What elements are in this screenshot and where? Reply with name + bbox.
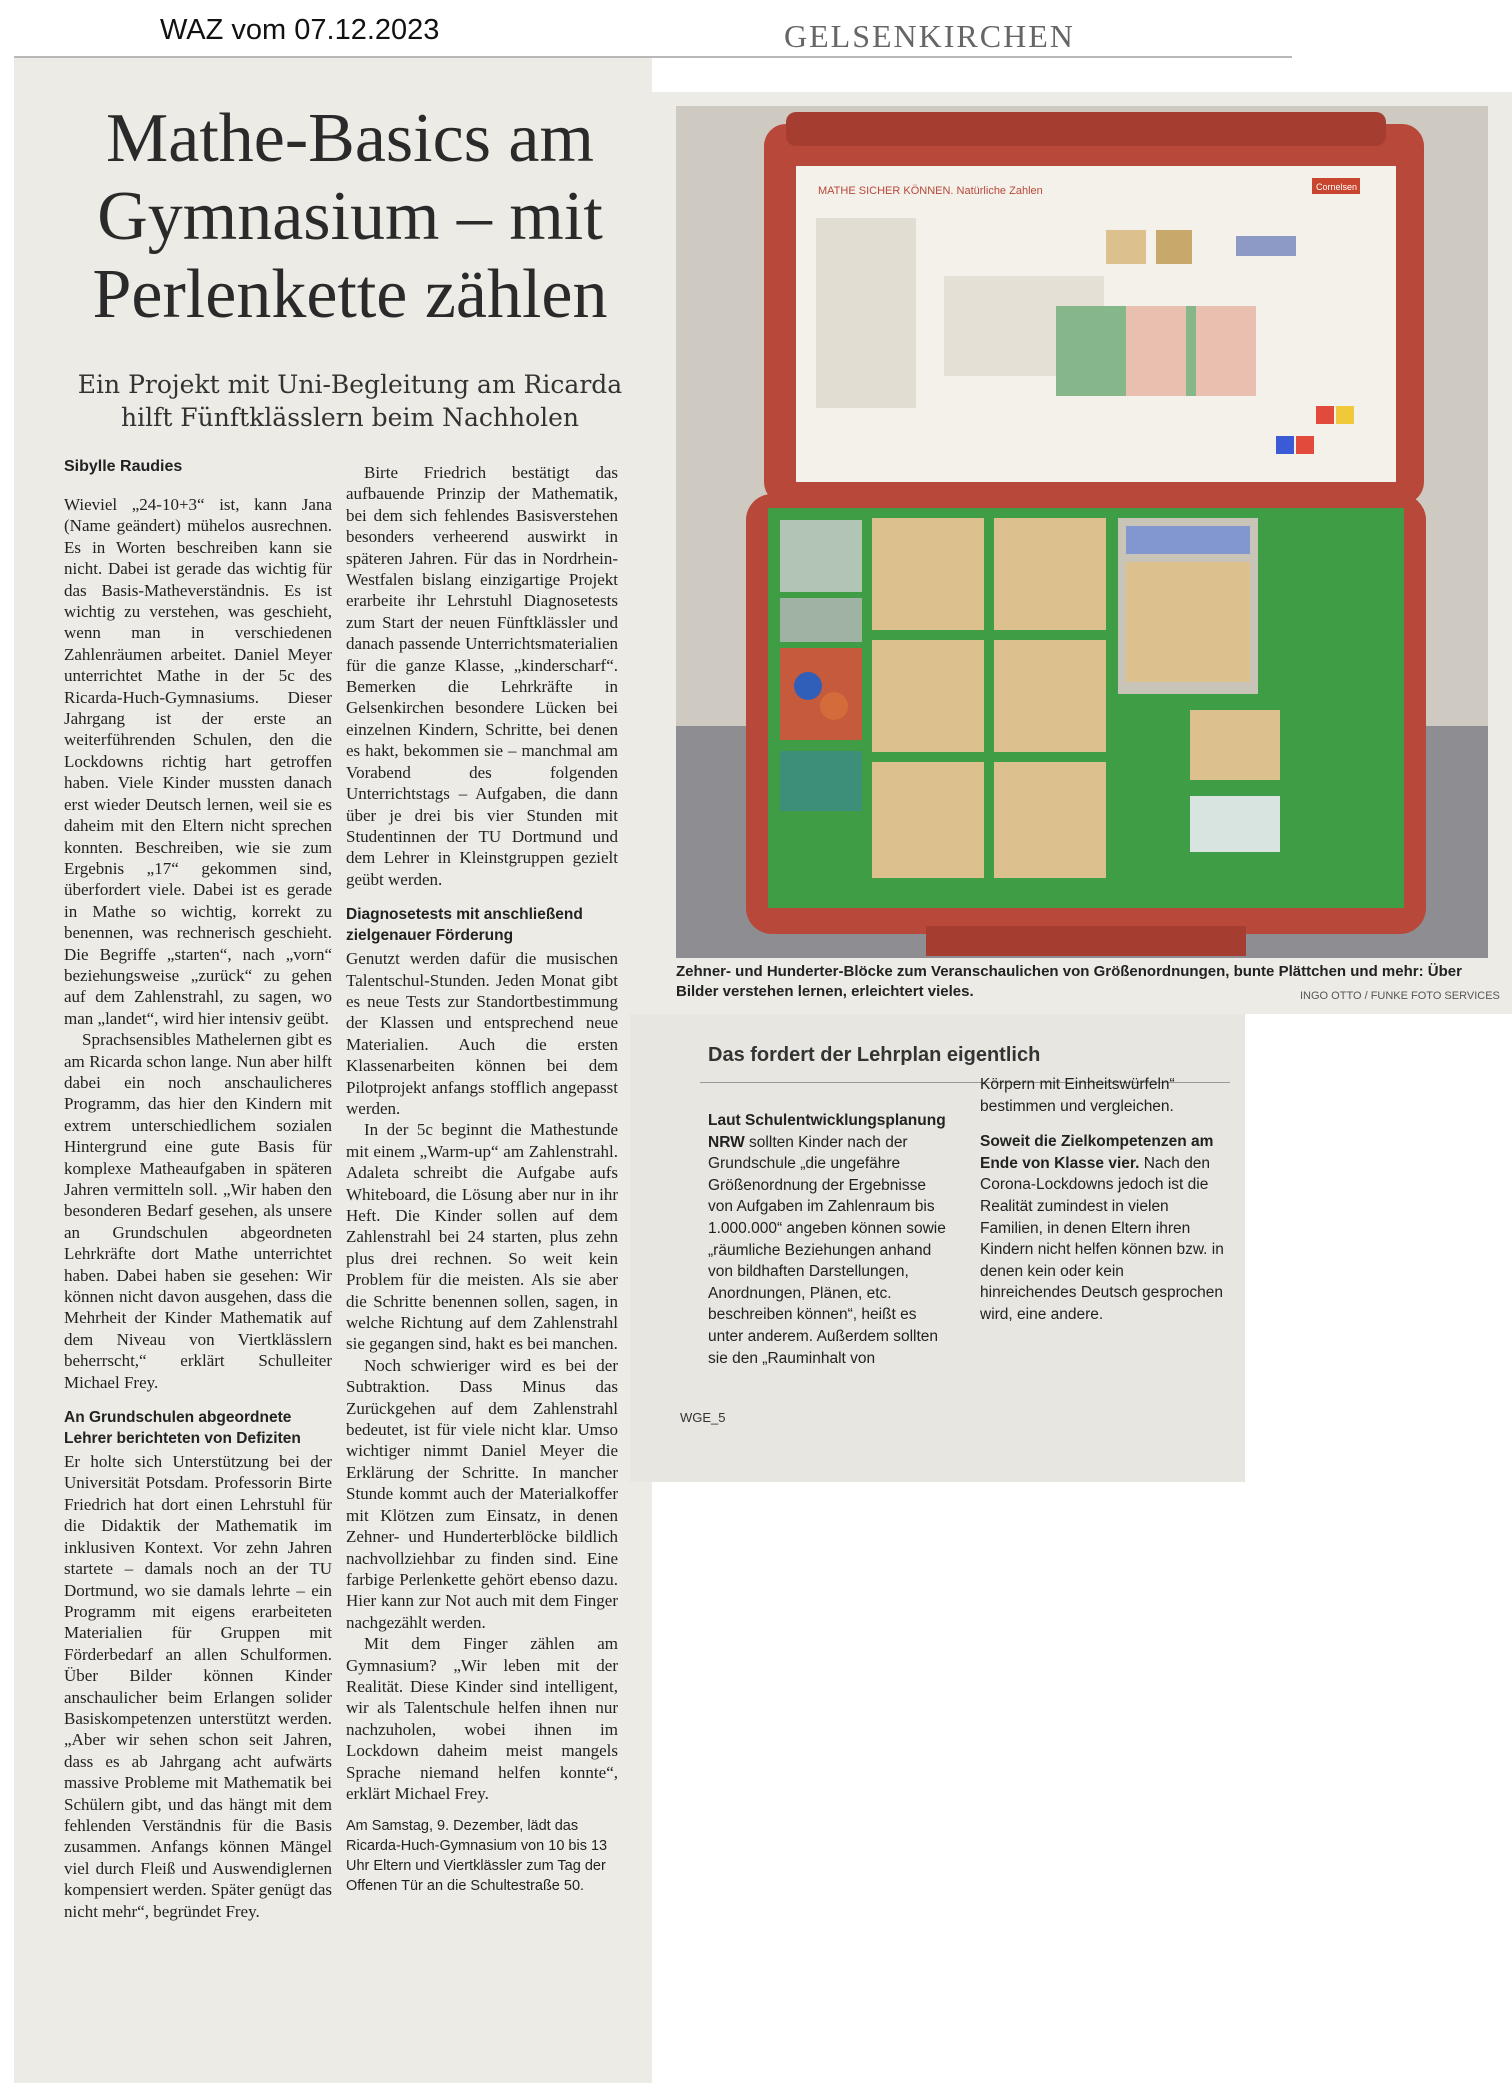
photo-credit: INGO OTTO / FUNKE FOTO SERVICES	[1300, 990, 1500, 1002]
paragraph: Mit dem Finger zählen am Gymnasium? „Wir leben mit der Realität. Diese Kinder sind intelligent, wir als Talentschule helfen ihnen nur nachzuholen, wobei ihnen im Lockdown daheim meist mangels Sprache niemand helfen konnte“, erklärt Michael Frey.	[346, 1634, 618, 1803]
infobox-title: Das fordert der Lehrplan eigentlich	[708, 1044, 1041, 1066]
paragraph: Wieviel „24-10+3“ ist, kann Jana (Name geändert) mühelos ausrechnen. Es in Worten beschreiben kann sie nicht. Dabei ist gerade das wichtig für das Basis-Matheverständnis. Es ist wichtig zu verstehen, was geschieht, wenn man in verschiedenen Zahlenräumen arbeitet. Daniel Meyer unterrichtet Mathe in der 5c des Ricarda-Huch-Gymnasiums. Dieser Jahrgang ist der erste an weiterführenden Schulen, den die Lockdowns richtig hart getroffen haben. Viele Kinder mussten danach erst wieder Deutsch lernen, weil sie es daheim mit den Eltern nicht sprechen konnten. Beschreiben, wie sie zum Ergebnis „17“ gekommen sind, überfordert viele. Dabei ist es gerade in Mathe so wichtig, korrekt zu benennen, was rechnerisch geschieht. Die Begriffe „starten“, nach „vorn“ beziehungsweise „zurück“ zu gehen auf dem Zahlenstrahl, zu sagen, wo man „landet“, wird hier intensiv geübt.	[64, 495, 332, 1028]
section-name: GELSENKIRCHEN	[784, 18, 1075, 54]
subheading: Diagnosetests mit anschließend zielgenauer Förderung	[346, 906, 583, 945]
photo-caption: Zehner- und Hunderter-Blöcke zum Veranschaulichen von Größenordnungen, bunte Plättchen und mehr: Über Bilder verstehen lernen, erleichtert vieles.	[676, 963, 1462, 1000]
paragraph: Er holte sich Unterstützung bei der Universität Potsdam. Professorin Birte Friedrich hat dort einen Lehrstuhl für die Didaktik der Mathematik im inklusiven Kontext. Vor zehn Jahren startete – damals noch an der TU Dortmund, wo sie damals lehrte – ein Programm mit eigens erarbeiteten Materialien für Gruppen mit Förderbedarf an allen Schulformen. Über Bilder können Kinder anschaulicher beim Erlangen solider Basiskompetenzen unterstützt werden. „Aber wir sehen schon seit Jahren, dass es ab Jahrgang acht aufwärts massive Probleme mit Mathematik bei Schülern gibt, und das hängt mit dem fehlenden Verständnis für die Basis zusammen. Anfangs können Mängel viel durch Fleiß und Auswendiglernen kompensiert werden. Später genügt das nicht mehr“, begründet Frey.	[64, 1452, 332, 1921]
infobox-text: sollten Kinder nach der Grundschule „die ungefähre Größenordnung der Ergebnisse von Aufgaben im Zahlenraum bis 1.000.000“ angeben können sowie „räumliche Beziehungen anhand von bildhaften Darstellungen, Anordnungen, Plänen, etc. beschreiben können“, heißt es unter anderem. Außerdem sollten sie den „Rauminhalt von	[708, 1133, 946, 1367]
source-label: WAZ vom 07.12.2023	[160, 14, 440, 46]
event-note: Am Samstag, 9. Dezember, lädt das Ricarda-Huch-Gymnasium von 10 bis 13 Uhr Eltern und Viertklässler zum Tag der Offenen Tür an die Schultestraße 50.	[346, 1818, 608, 1895]
article-column-2	[346, 462, 618, 1896]
article-headline: Mathe-Basics am Gymnasium – mit Perlenkette zählen	[92, 100, 608, 333]
article-column-1	[64, 494, 332, 1922]
paragraph: Birte Friedrich bestätigt das aufbauende Prinzip der Mathematik, bei dem sich fehlendes Basisverstehen besonders verheerend auswirkt in späteren Jahren. Für das in Nordrhein-Westfalen bislang einzigartige Projekt erarbeite ihr Lehrstuhl Diagnosetests zum Start der neuen Fünftklässler und danach passende Unterrichtsmaterialien für die ganze Klasse, „kinderscharf“. Bemerken die Lehrkräfte in Gelsenkirchen besondere Lücken bei einzelnen Kindern, Schritte, bei denen es hakt, bekommen sie – manchmal am Vorabend des folgenden Unterrichtstags – Aufgaben, die dann über je drei bis vier Stunden mit Studentinnen der TU Dortmund und dem Lehrer in Kleinstgruppen gezielt geübt werden.	[346, 463, 618, 889]
infobox-text: Körpern mit Einheitswürfeln“ bestimmen und vergleichen.	[980, 1076, 1175, 1115]
math-kit-illustration	[676, 106, 1488, 958]
infobox-text: Nach den Corona-Lockdowns jedoch ist die Realität zumindest in vielen Familien, in denen Eltern ihren Kindern nicht helfen können bzw. in denen kein oder kein hinreichendes Deutsch gesprochen wird, eine andere.	[980, 1154, 1224, 1323]
poster-brand: Cornelsen	[1316, 182, 1358, 192]
article-subhead: Ein Projekt mit Uni-Begleitung am Ricarda hilft Fünftklässlern beim Nachholen	[77, 370, 623, 432]
infobox-column-2	[980, 1074, 1224, 1326]
paragraph: Genutzt werden dafür die musischen Talentschul-Stunden. Jeden Monat gibt es neue Tests zur Standortbestimmung der Klassen und entsprechend neue Materialien. Auch die ersten Klassenarbeiten können bei dem Pilotprojekt anfangs stofflich angepasst werden.	[346, 949, 618, 1118]
paragraph: Sprachsensibles Mathelernen gibt es am Ricarda schon lange. Nun aber hilft dabei ein noch anschaulicheres Programm, das hier den Kindern mit extrem unterschiedlichem sozialen Hintergrund eine gute Basis für komplexe Matheaufgaben in späteren Jahren vermitteln soll. „Wir haben den besonderen Bedarf gesehen, als unsere an Grundschulen abgeordneten Lehrkräfte dort Mathe unterrichtet haben. Dabei haben sie gesehen: Wir können nicht davon ausgehen, dass die Mehrheit der Kinder Mathematik auf dem Niveau von Viertklässlern beherrscht,“ erklärt Schulleiter Michael Frey.	[64, 1030, 332, 1392]
article-photo	[676, 106, 1488, 958]
page-code: WGE_5	[680, 1410, 726, 1425]
infobox-column-1	[708, 1110, 948, 1369]
infobox-lead: Laut Schulentwicklungsplanung NRW	[708, 1112, 946, 1151]
poster-title: MATHE SICHER KÖNNEN. Natürliche Zahlen	[818, 185, 1043, 197]
paragraph: Noch schwieriger wird es bei der Subtraktion. Dass Minus das Zurückgehen auf dem Zahlenstrahl bedeutet, ist für viele nicht klar. Umso wichtiger nimmt Daniel Meyer die Erklärung der Schritte. In mancher Stunde kommt auch der Materialkoffer mit Klötzen zum Einsatz, in denen Zehner- und Hunderterblöcke bildlich nachvollziehbar zu finden sind. Eine farbige Perlenkette gehört ebenso dazu. Hier kann zur Not auch mit dem Finger nachgezählt werden.	[346, 1355, 618, 1632]
infobox-lead: Soweit die Zielkompetenzen am Ende von Klasse vier.	[980, 1133, 1214, 1172]
article-byline: Sibylle Raudies	[64, 458, 183, 475]
paragraph: In der 5c beginnt die Mathestunde mit einem „Warm-up“ am Zahlenstrahl. Adaleta schreibt die Aufgabe aufs Whiteboard, die Lösung aber nur in ihr Heft. Die Kinder sollen auf dem Zahlenstrahl bei 24 starten, plus zehn plus drei rechnen. So weit kein Problem für die meisten. Als sie aber die Schritte benennen sollen, sagen, in welche Richtung auf dem Zahlenstrahl sie gegangen sind, hakt es bei manchen.	[346, 1120, 618, 1354]
subheading: An Grundschulen abgeordnete Lehrer berichteten von Defiziten	[64, 1409, 301, 1448]
